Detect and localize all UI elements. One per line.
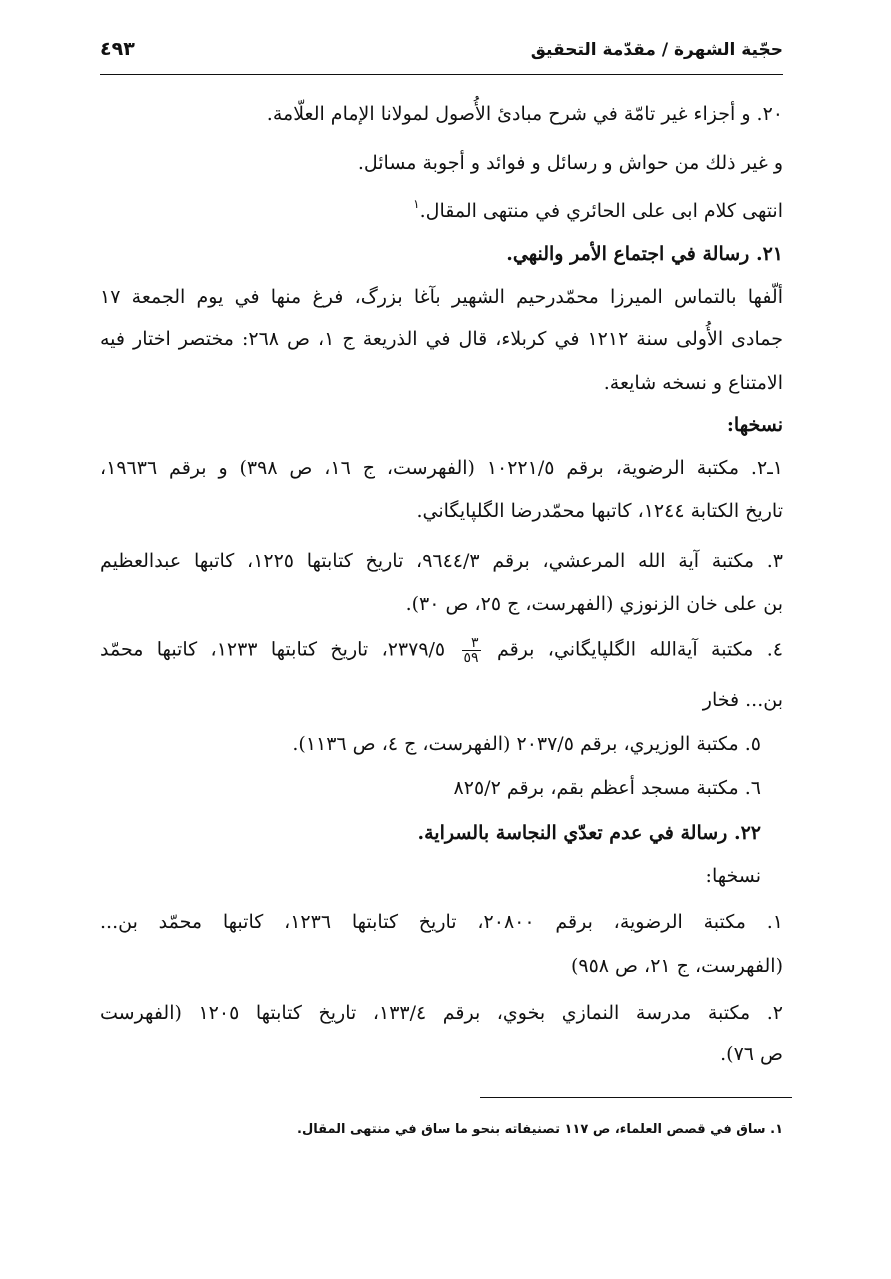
manuscript-entry-fraction: [100, 636, 783, 665]
manuscript-entry: ١ـ٢. مكتبة الرضوية، برقم ١٠٢٢١/٥ (الفهرست، ج ١٦، ص ٣٩٨) و برقم ١٩٦٣٦،: [100, 457, 783, 479]
quote-end-text: انتهى كلام ابى على الحائري في منتهى المقال.: [419, 200, 783, 222]
quote-end-line: [413, 197, 783, 222]
manuscript-entry: ٣. مكتبة آية الله المرعشي، برقم ٩٦٤٤/٣، تاريخ كتابتها ١٢٢٥، كاتبها عبدالعظيم: [100, 550, 783, 572]
footnote: ١. ساق في قصص العلماء، ص ١١٧ تصنيفاته بنحو ما ساق في منتهى المقال.: [297, 1122, 783, 1137]
text-line: و غير ذلك من حواش و رسائل و فوائد و أجوبة مسائل.: [357, 152, 783, 174]
section-label: نسخها:: [726, 414, 783, 436]
text-line: ألّفها بالتماس الميرزا محمّدرحيم الشهير بآغا بزرگ، فرغ منها في يوم الجمعة ١٧: [100, 286, 783, 308]
fraction-numerator: ٣: [462, 636, 481, 651]
manuscript-entry: ص ٧٦).: [720, 1043, 783, 1065]
text-line: جمادى الأُولى سنة ١٢١٢ في كربلاء، قال في الذريعة ج ١، ص ٢٦٨: مختصر اختار فيه: [100, 328, 783, 350]
item-22-title: ٢٢. رسالة في عدم تعدّي النجاسة بالسراية.: [417, 822, 761, 844]
fraction-denominator: ٥٩: [463, 650, 479, 666]
entry-text-start: ٤. مكتبة آيةالله الگلپايگاني، برقم: [496, 638, 783, 661]
item-20: ٢٠. و أجزاء غير تامّة في شرح مبادئ الأُصول لمولانا الإمام العلّامة.: [266, 103, 783, 125]
fraction: [462, 636, 481, 665]
footnote-ref: ١: [413, 197, 420, 211]
manuscript-entry: بن على خان الزنوزي (الفهرست، ج ٢٥، ص ٣٠).: [405, 593, 783, 615]
footnote-divider: [480, 1097, 792, 1098]
running-header-title: حجّية الشهرة / مقدّمة التحقيق: [530, 40, 783, 60]
manuscript-entry: ٦. مكتبة مسجد أعظم بقم، برقم ٨٢٥/٢: [453, 777, 761, 799]
manuscript-entry: ٢. مكتبة مدرسة النمازي بخوي، برقم ١٣٣/٤، تاريخ كتابتها ١٢٠٥ (الفهرست: [100, 1002, 783, 1024]
manuscript-entry: ١. مكتبة الرضوية، برقم ٢٠٨٠٠، تاريخ كتابتها ١٢٣٦، كاتبها محمّد بن...: [100, 911, 783, 933]
section-label: نسخها:: [705, 865, 761, 887]
manuscript-entry: تاريخ الكتابة ١٢٤٤، كاتبها محمّدرضا الگلپايگاني.: [416, 500, 783, 522]
item-21-title: ٢١. رسالة في اجتماع الأمر والنهي.: [506, 243, 783, 265]
manuscript-entry: (الفهرست، ج ٢١، ص ٩٥٨): [570, 955, 783, 977]
entry-text-end: ٢٣٧٩/٥، تاريخ كتابتها ١٢٣٣، كاتبها محمّد: [100, 638, 446, 661]
manuscript-entry: ٥. مكتبة الوزيري، برقم ٢٠٣٧/٥ (الفهرست، ج ٤، ص ١١٣٦).: [292, 733, 761, 755]
manuscript-entry: بن... فخار: [702, 689, 783, 711]
page-number: ٤٩٣: [100, 38, 135, 60]
text-line: الامتناع و نسخه شايعة.: [603, 372, 783, 394]
header-divider: [100, 74, 783, 75]
